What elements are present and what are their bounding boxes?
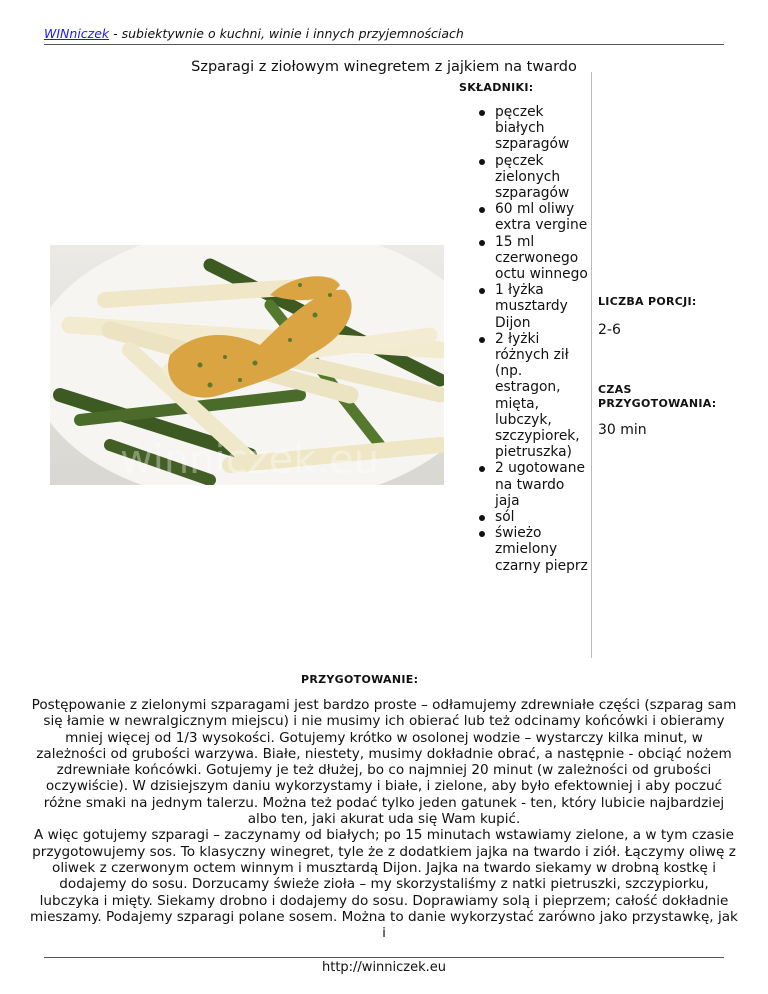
ingredients-heading: SKŁADNIKI: xyxy=(459,81,534,94)
list-item: 15 ml czerwonego octu winnego xyxy=(476,234,588,283)
page-header xyxy=(44,26,724,45)
list-item: świeżo zmielony czarny pieprz xyxy=(476,525,588,574)
preparation-text: Postępowanie z zielonymi szparagami jest bardzo proste – odłamujemy zdrewniałe części (szparag sam się łamie w newralgicznym miejscu) i nie musimy ich obierać lub też odcinamy końcówki i obieramy mniej więcej od 1/3 wysokości. Gotujemy krótko w osolonej wodzie – wystarczy kilka minut, w zależności od grubości warzywa. Białe, niestety, musimy dokładnie obrać, a następnie - obciąć nożem zdrewniałe końcówki. Gotujemy je też dłużej, bo co najmniej 20 minut (w zależności od grubości oczywiście). W dzisiejszym daniu wykorzystamy i białe, i zielone, aby było efektowniej i aby poczuć różne smaki na jednym talerzu. Można też podać tylko jeden gatunek - ten, który lubicie najbardziej albo ten, jaki akurat uda się Wam kupić. A więc gotujemy szparagi – zaczynamy od białych; po 15 minutach wstawiamy zielone, a w tym czasie przygotowujemy sos. To klasyczny winegret, tyle że z dodatkiem jajka na twardo i ziół. Łączymy oliwę z oliwek z czerwonym octem winnym i musztardą Dijon. Jajka na twardo siekamy w drobną kostkę i dodajemy do sosu. Dorzucamy świeże zioła – my skorzystaliśmy z natki pietruszki, szczypiorku, lubczyka i mięty. Siekamy drobno i dodajemy do sosu. Doprawiamy solą i pieprzem; całość dokładnie mieszamy. Podajemy szparagi polane sosem. Można to danie wykorzystać zarówno jako przystawkę, jak i xyxy=(30,697,738,942)
recipe-photo xyxy=(50,245,444,485)
photo-watermark: winniczek.eu xyxy=(120,437,380,483)
list-item: 2 ugotowane na twardo jaja xyxy=(476,460,588,509)
preparation-heading: PRZYGOTOWANIE: xyxy=(301,673,419,686)
servings-heading: LICZBA PORCJI: xyxy=(598,295,697,308)
recipe-title: Szparagi z ziołowym winegretem z jajkiem na twardo xyxy=(191,59,577,75)
list-item: pęczek białych szparagów xyxy=(476,104,588,153)
list-item: 2 łyżki różnych ził (np. estragon, mięta, lubczyk, szczypiorek, pietruszka) xyxy=(476,331,588,461)
servings-value: 2-6 xyxy=(598,322,621,338)
ingredients-list xyxy=(476,104,588,574)
page-footer: http://winniczek.eu xyxy=(44,957,724,977)
time-heading: CZAS PRZYGOTOWANIA: xyxy=(598,383,717,410)
list-item: 1 łyżka musztardy Dijon xyxy=(476,282,588,331)
list-item: sól xyxy=(476,509,588,525)
site-tagline: - subiektywnie o kuchni, winie i innych przyjemnościach xyxy=(109,26,464,41)
list-item: pęczek zielonych szparagów xyxy=(476,153,588,202)
site-link[interactable]: WINniczek xyxy=(44,26,110,41)
time-value: 30 min xyxy=(598,422,647,438)
column-divider xyxy=(591,72,592,658)
list-item: 60 ml oliwy extra vergine xyxy=(476,201,588,233)
